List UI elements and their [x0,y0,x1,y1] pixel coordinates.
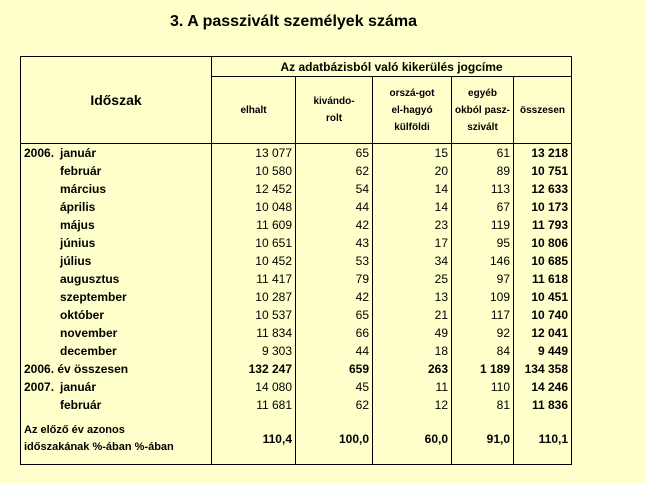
row-label [21,198,212,216]
table-cell: 10 451 [531,290,569,304]
row-month: január [60,380,97,394]
row-year: 2007. [24,380,55,394]
table-cell: 42 [296,216,373,234]
table-cell: 110,1 [538,432,569,446]
table-cell: 95 [452,234,514,252]
row-label [21,288,212,306]
table-cell: 20 [373,162,452,180]
table-cell: 34 [373,252,452,270]
percent-label-line2: időszakának %-ában %-ában [24,441,174,453]
table-cell: 10 287 [212,288,296,306]
table-row [21,288,572,306]
row-month: július [60,254,92,268]
row-month: december [60,344,117,358]
table-cell: 12 [373,396,452,414]
table-cell: 659 [296,360,373,378]
table-cell: 100,0 [296,414,373,465]
table-cell: 1 189 [452,360,514,378]
table-row [21,306,572,324]
table-cell: 65 [296,144,373,163]
table-cell: 92 [452,324,514,342]
table-cell: 12 041 [531,326,569,340]
table-cell: 14 [373,198,452,216]
row-month: április [60,200,96,214]
table-cell: 11 618 [531,272,569,286]
table-cell: 13 077 [212,144,296,163]
row-label [21,162,212,180]
table-row [21,396,572,414]
table-cell: 10 751 [531,164,569,178]
row-label [21,216,212,234]
table-cell: 11 681 [212,396,296,414]
col-header-emigrated: kivándo- rolt [296,77,373,144]
row-label [21,180,212,198]
table-row [21,342,572,360]
period-header: Időszak [21,57,212,144]
table-row [21,180,572,198]
table-cell: 43 [296,234,373,252]
table-cell: 11 609 [212,216,296,234]
group-header: Az adatbázisból való kikerülés jogcíme [212,57,572,77]
table-cell: 10 048 [212,198,296,216]
table-cell: 119 [452,216,514,234]
table-cell: 10 740 [531,308,569,322]
table-cell: 109 [452,288,514,306]
row-month: augusztus [60,272,120,286]
data-table [20,56,572,465]
row-label [21,144,212,163]
table-cell: 44 [296,342,373,360]
col-header-died: elhalt [212,77,296,144]
row-month: szeptember [60,290,127,304]
table-cell: 113 [452,180,514,198]
row-label [21,306,212,324]
table-cell: 81 [452,396,514,414]
table-cell: 17 [373,234,452,252]
table-row [21,378,572,396]
row-month: november [60,326,118,340]
table-cell: 10 452 [212,252,296,270]
table-cell: 79 [296,270,373,288]
col-header-total: összesen [514,77,572,144]
table-cell: 14 080 [212,378,296,396]
table-cell: 117 [452,306,514,324]
table-cell: 97 [452,270,514,288]
total-row [21,360,572,378]
table-cell: 9 303 [212,342,296,360]
table-cell: 45 [296,378,373,396]
total-label: 2006. év összesen [21,360,212,378]
table-cell: 14 246 [531,380,569,394]
table-row [21,324,572,342]
page-title: 3. A passzivált személyek száma [170,13,417,30]
table-cell: 11 793 [531,218,569,232]
percent-label [21,414,212,465]
table-cell: 10 651 [212,234,296,252]
percent-row [21,414,572,465]
table-cell: 62 [296,396,373,414]
table-row [21,234,572,252]
table-row [21,198,572,216]
table-cell: 60,0 [373,414,452,465]
row-label [21,234,212,252]
table-row [21,252,572,270]
table-cell: 12 633 [531,182,569,196]
table-cell: 66 [296,324,373,342]
table-cell: 15 [373,144,452,163]
table-row [21,216,572,234]
table-cell: 146 [452,252,514,270]
table-cell: 53 [296,252,373,270]
row-month: május [60,218,95,232]
table-cell: 84 [452,342,514,360]
table-cell: 11 417 [212,270,296,288]
col-header-foreigner-left: orszá-got el-hagyó külföldi [373,77,452,144]
row-label [21,270,212,288]
col-header-other: egyéb okból pasz- szivált [452,77,514,144]
table-cell: 11 [373,378,452,396]
row-label [21,252,212,270]
table-cell: 10 580 [212,162,296,180]
table-cell: 11 834 [212,324,296,342]
table-cell: 61 [452,144,514,163]
row-label [21,378,212,396]
table-cell: 54 [296,180,373,198]
table-cell: 134 358 [524,362,569,376]
table-cell: 67 [452,198,514,216]
table-cell: 263 [373,360,452,378]
row-month: február [60,398,102,412]
table-cell: 10 806 [531,236,569,250]
row-month: október [60,308,105,322]
table-cell: 42 [296,288,373,306]
table-cell: 132 247 [212,360,296,378]
table-cell: 10 173 [531,200,569,214]
table-cell: 62 [296,162,373,180]
table-cell: 89 [452,162,514,180]
row-label [21,396,212,414]
table-cell: 11 836 [531,398,569,412]
table-cell: 65 [296,306,373,324]
table-cell: 49 [373,324,452,342]
table-cell: 21 [373,306,452,324]
table-cell: 44 [296,198,373,216]
table-cell: 18 [373,342,452,360]
row-month: június [60,236,96,250]
table-cell: 23 [373,216,452,234]
table-cell: 10 537 [212,306,296,324]
row-month: január [60,146,97,160]
row-label [21,324,212,342]
row-month: február [60,164,102,178]
table-cell: 13 [373,288,452,306]
table-cell: 91,0 [452,414,514,465]
table-cell: 110,4 [212,414,296,465]
table-row [21,270,572,288]
table-cell: 14 [373,180,452,198]
table-row [21,144,572,163]
table-cell: 13 218 [531,146,569,160]
table-cell: 25 [373,270,452,288]
table-cell: 10 685 [531,254,569,268]
table-cell: 110 [452,378,514,396]
table-row [21,162,572,180]
row-month: március [60,182,107,196]
row-year: 2006. [24,146,55,160]
percent-label-line1: Az előző év azonos [24,424,125,436]
table-cell: 12 452 [212,180,296,198]
row-label [21,342,212,360]
table-cell: 9 449 [537,344,569,358]
